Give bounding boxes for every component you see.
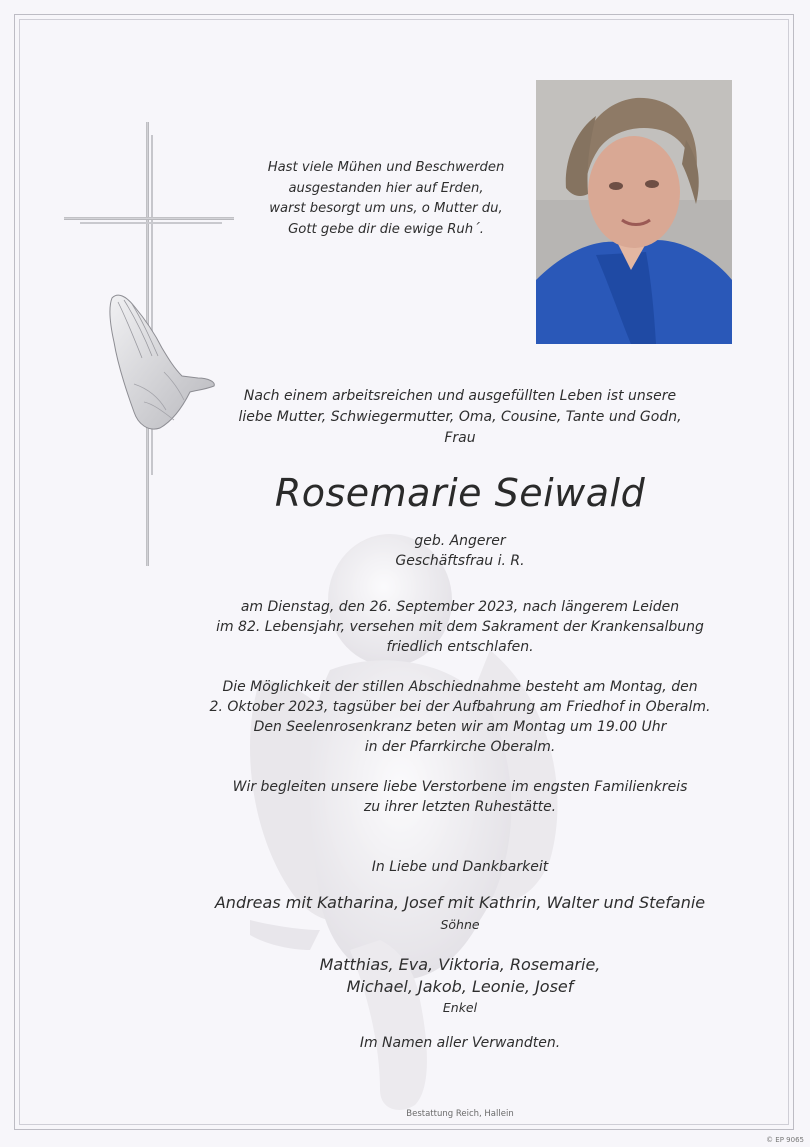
grandchildren-line: Michael, Jakob, Leonie, Josef	[346, 977, 574, 996]
occupation: Geschäftsfrau i. R.	[395, 553, 525, 569]
portrait-photo	[536, 80, 732, 344]
undertaker-credit: Bestattung Reich, Hallein	[406, 1109, 514, 1119]
poem	[236, 158, 536, 240]
poem-line: Gott gebe dir die ewige Ruh´.	[288, 221, 484, 237]
burial-line: zu ihrer letzten Ruhestätte.	[363, 799, 557, 815]
farewell-line: 2. Oktober 2023, tagsüber bei der Aufbahrung am Friedhof in Oberalm.	[209, 699, 711, 715]
poem-line: ausgestanden hier auf Erden,	[288, 180, 484, 196]
death-notice	[180, 597, 740, 657]
birth-name: geb. Angerer	[414, 533, 506, 549]
praying-hands-icon	[104, 292, 220, 434]
farewell-line: Den Seelenrosenkranz beten wir am Montag um 19.00 Uhr	[253, 719, 667, 735]
closing-text: In Liebe und Dankbarkeit	[371, 859, 549, 875]
farewell-line: in der Pfarrkirche Oberalm.	[364, 739, 556, 755]
death-notice-line: friedlich entschlafen.	[386, 639, 534, 655]
grandchildren-label: Enkel	[442, 1000, 478, 1015]
print-code: © EP 9065	[766, 1136, 804, 1144]
intro-text	[210, 386, 710, 449]
burial-line: Wir begleiten unsere liebe Verstorbene im engsten Familienkreis	[232, 779, 688, 795]
farewell-info	[180, 677, 740, 757]
grandchildren-line: Matthias, Eva, Viktoria, Rosemarie,	[319, 955, 601, 974]
intro-line: Nach einem arbeitsreichen und ausgefüllten Leben ist unsere	[243, 388, 677, 404]
burial-info	[180, 777, 740, 817]
deceased-details	[180, 531, 740, 571]
grandchildren	[160, 954, 760, 998]
relatives-text: Im Namen aller Verwandten.	[359, 1035, 561, 1051]
deceased-name: Rosemarie Seiwald	[274, 471, 646, 515]
farewell-line: Die Möglichkeit der stillen Abschiednahme besteht am Montag, den	[222, 679, 698, 695]
death-notice-line: im 82. Lebensjahr, versehen mit dem Sakrament der Krankensalbung	[216, 619, 704, 635]
intro-line: Frau	[444, 430, 476, 446]
death-notice-line: am Dienstag, den 26. September 2023, nach längerem Leiden	[240, 599, 680, 615]
poem-line: Hast viele Mühen und Beschwerden	[267, 160, 505, 175]
poem-line: warst besorgt um uns, o Mutter du,	[269, 201, 503, 217]
sons-label: Söhne	[440, 917, 480, 932]
intro-line: liebe Mutter, Schwiegermutter, Oma, Cousine, Tante und Godn,	[238, 409, 682, 425]
sons-names: Andreas mit Katharina, Josef mit Kathrin, Walter und Stefanie	[214, 893, 706, 912]
